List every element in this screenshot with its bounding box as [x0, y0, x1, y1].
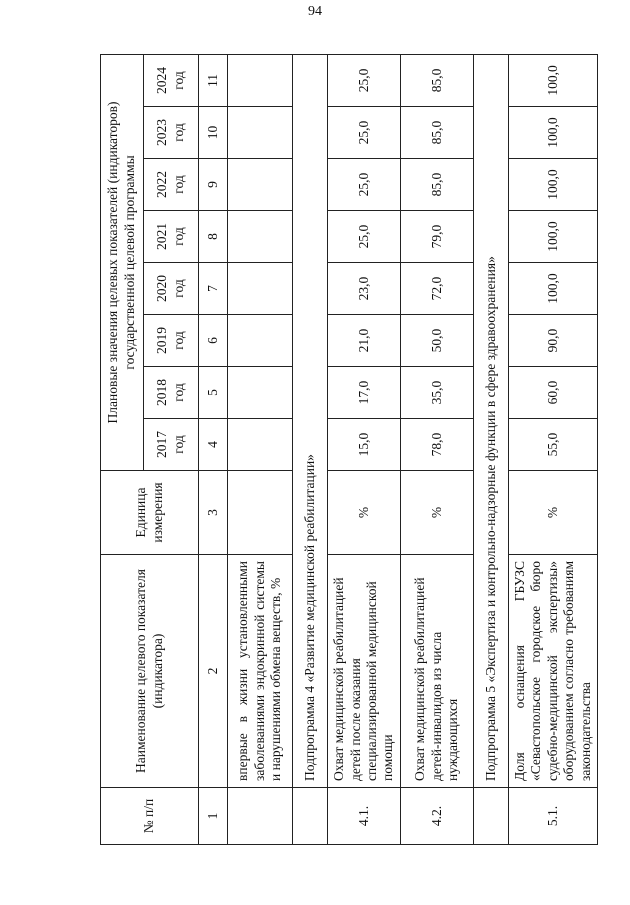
table-row-continuation	[228, 54, 293, 844]
row-name: Охват медицинской реабилитацией детей после оказания специализированной медицинской помощи	[328, 555, 401, 788]
row-value: 25,0	[328, 159, 401, 211]
column-number: 8	[199, 211, 228, 263]
row-value: 85,0	[401, 107, 474, 159]
column-number: 9	[199, 159, 228, 211]
table-row	[509, 54, 598, 844]
indicators-table	[100, 54, 598, 845]
row-value: 79,0	[401, 211, 474, 263]
cell-empty	[228, 471, 293, 555]
header-year: 2018 год	[144, 367, 199, 419]
page-number: 94	[308, 4, 322, 19]
header-planned-values: Плановые значения целевых показателей (индикаторов) государственной целевой программы	[101, 54, 144, 470]
table-row	[401, 54, 474, 844]
subprogram-row	[293, 54, 328, 844]
row-num: 5.1.	[509, 788, 598, 845]
row-unit: %	[509, 471, 598, 555]
cell-empty	[228, 788, 293, 845]
row-num: 4.2.	[401, 788, 474, 845]
header-unit: Единица измерения	[101, 471, 199, 555]
row-value: 85,0	[401, 159, 474, 211]
cell-empty	[474, 788, 509, 845]
row-value: 25,0	[328, 211, 401, 263]
header-year: 2021 год	[144, 211, 199, 263]
subprogram-4-title: Подпрограмма 4 «Развитие медицинской реабилитации»	[293, 54, 328, 787]
row-value: 25,0	[328, 107, 401, 159]
row-value: 23,0	[328, 263, 401, 315]
row-value: 100,0	[509, 107, 598, 159]
header-name: Наименование целевого показателя (индикатора)	[101, 555, 199, 788]
header-year: 2022 год	[144, 159, 199, 211]
row-value: 85,0	[401, 54, 474, 106]
column-number: 4	[199, 419, 228, 471]
header-year: 2024 год	[144, 54, 199, 106]
row-value: 78,0	[401, 419, 474, 471]
cell-empty	[293, 788, 328, 845]
row-num: 4.1.	[328, 788, 401, 845]
header-year: 2020 год	[144, 263, 199, 315]
row-name: Охват медицинской реабилитацией детей-инвалидов из числа нуждающихся	[401, 555, 474, 788]
row-value: 25,0	[328, 54, 401, 106]
row-value: 17,0	[328, 367, 401, 419]
column-number: 7	[199, 263, 228, 315]
row-unit: %	[328, 471, 401, 555]
row-value: 100,0	[509, 211, 598, 263]
continuation-text: впервые в жизни установленными заболеваниями эндокринной системы и нарушениями обмена веществ, %	[228, 555, 293, 788]
column-number: 10	[199, 107, 228, 159]
row-value: 100,0	[509, 159, 598, 211]
column-number: 5	[199, 367, 228, 419]
row-value: 100,0	[509, 263, 598, 315]
column-number: 11	[199, 54, 228, 106]
row-value: 21,0	[328, 315, 401, 367]
row-value: 90,0	[509, 315, 598, 367]
subprogram-5-title: Подпрограмма 5 «Экспертиза и контрольно-надзорные функции в сфере здравоохранения»	[474, 54, 509, 787]
row-name: Доля оснащения ГБУЗС «Севастопольское городское бюро судебно-медицинской экспертизы» оборудованием согласно требованиям законодательства	[509, 555, 598, 788]
column-number-row	[199, 54, 228, 844]
rotated-table-container	[100, 55, 593, 845]
column-number: 6	[199, 315, 228, 367]
header-year: 2017 год	[144, 419, 199, 471]
column-number: 2	[199, 555, 228, 788]
row-value: 60,0	[509, 367, 598, 419]
header-num: № п/п	[101, 788, 199, 845]
header-year: 2023 год	[144, 107, 199, 159]
row-value: 50,0	[401, 315, 474, 367]
row-value: 15,0	[328, 419, 401, 471]
row-value: 55,0	[509, 419, 598, 471]
row-unit: %	[401, 471, 474, 555]
column-number: 3	[199, 471, 228, 555]
column-number: 1	[199, 788, 228, 845]
row-value: 100,0	[509, 54, 598, 106]
row-value: 35,0	[401, 367, 474, 419]
header-year: 2019 год	[144, 315, 199, 367]
row-value: 72,0	[401, 263, 474, 315]
table-row	[328, 54, 401, 844]
subprogram-row	[474, 54, 509, 844]
